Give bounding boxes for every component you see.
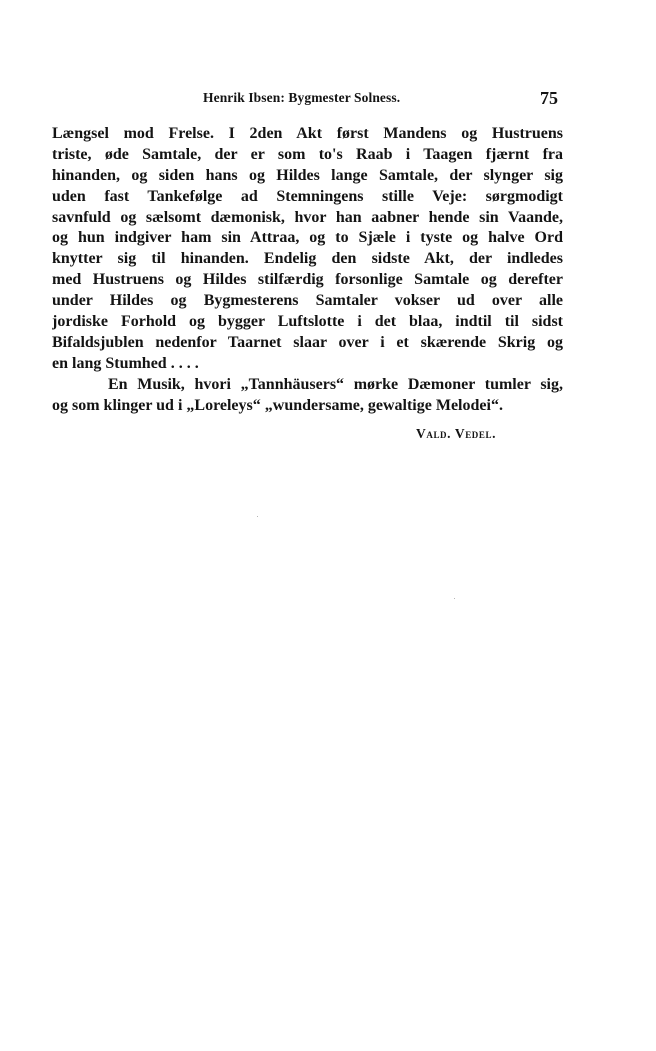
- text-line: med Hustruens og Hildes stilfærdig forsonlige Samtale og derefter: [52, 271, 563, 289]
- author-signature: Vald. Vedel.: [416, 426, 497, 441]
- running-title: Henrik Ibsen: Bygmester Solness.: [203, 90, 401, 105]
- text-line: knytter sig til hinanden. Endelig den sidste Akt, der indledes: [52, 250, 563, 268]
- paper-speck: [257, 516, 258, 517]
- page-number: 75: [540, 88, 558, 108]
- text-line: jordiske Forhold og bygger Luftslotte i det blaa, indtil til sidst: [52, 313, 563, 331]
- text-line: og som klinger ud i „Loreleys“ „wundersame, gewaltige Melodei“.: [52, 396, 503, 414]
- text-line: En Musik, hvori „Tannhäusers“ mørke Dæmoner tumler sig,: [108, 375, 563, 393]
- running-head: [0, 88, 656, 110]
- text-line: Længsel mod Frelse. I 2den Akt først Mandens og Hustruens: [52, 125, 563, 142]
- text-line: hinanden, og siden hans og Hildes lange Samtale, der slynger sig: [52, 166, 563, 184]
- text-line: og hun indgiver ham sin Attraa, og to Sjæle i tyste og halve Ord: [52, 229, 563, 247]
- text-line: triste, øde Samtale, der er som to's Raab i Taagen fjærnt fra: [52, 145, 563, 163]
- text-line: under Hildes og Bygmesterens Samtaler vokser ud over alle: [52, 292, 563, 310]
- body-text: [52, 124, 563, 416]
- text-line: savnfuld og sælsomt dæmonisk, hvor han aabner hende sin Vaande,: [52, 208, 563, 226]
- text-line: Bifaldsjublen nedenfor Taarnet slaar over i et skærende Skrig og: [52, 333, 563, 351]
- text-line: uden fast Tankefølge ad Stemningens stille Veje: sørgmodigt: [52, 187, 563, 205]
- paper-speck: [454, 598, 455, 599]
- text-line: en lang Stumhed . . . .: [52, 354, 199, 372]
